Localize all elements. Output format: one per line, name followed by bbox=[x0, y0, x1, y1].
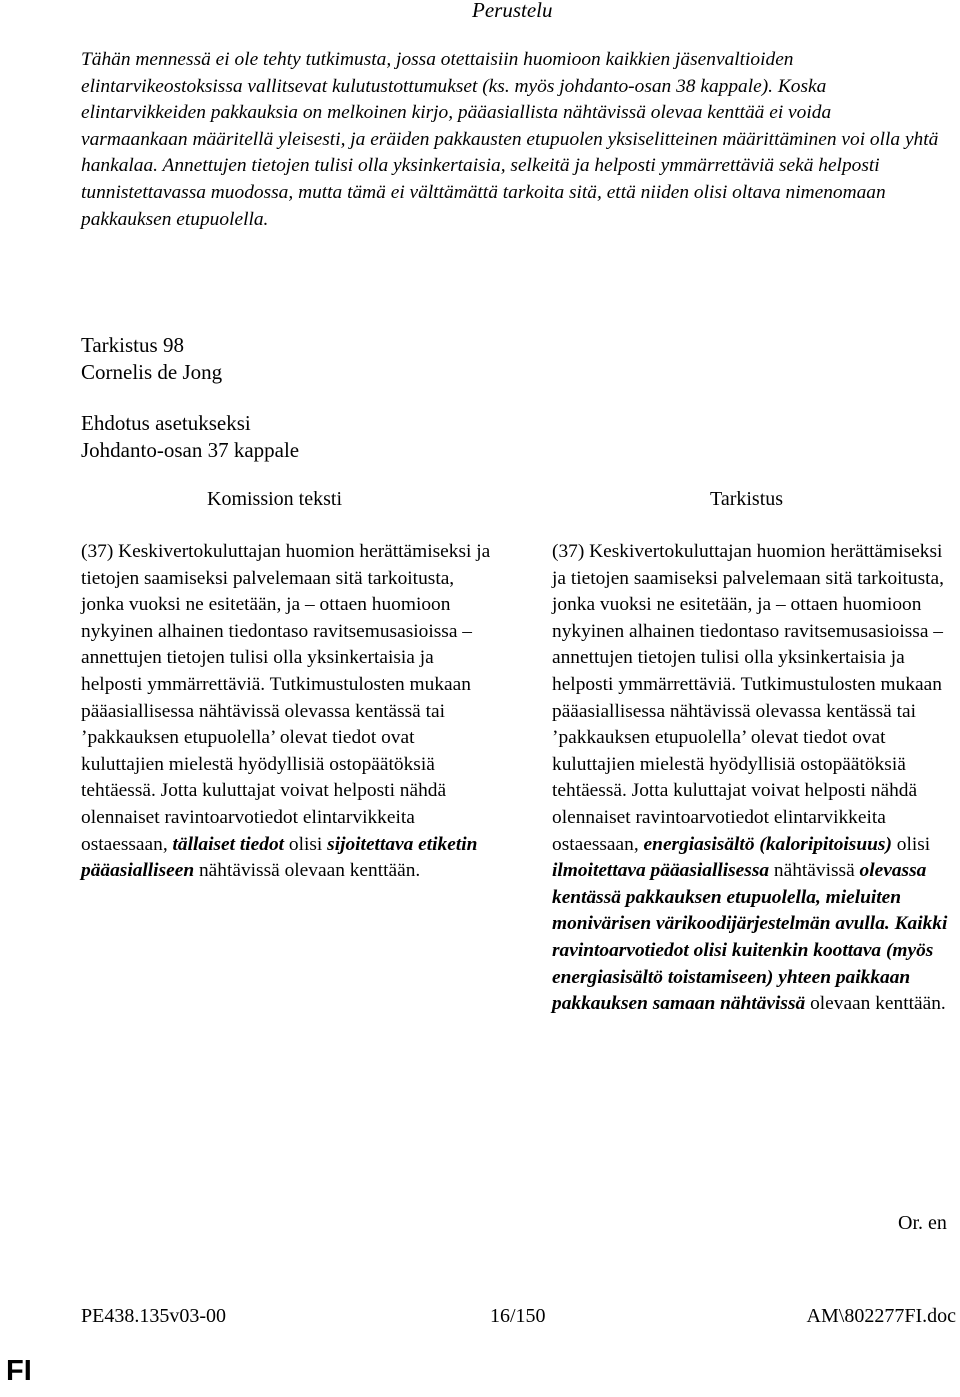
amendment-header bbox=[81, 332, 222, 386]
footer-page-number: 16/150 bbox=[490, 1305, 546, 1327]
text-segment: (37) Keskivertokuluttajan huomion herättämiseksi ja tietojen saamiseksi palvelemaan sitä tarkoitusta, jonka vuoksi ne esitetään, ja – ottaen huomioon nykyinen alhainen tiedontaso ravitsemusasioissa – annettujen tietojen tulisi olla yksinkertaisia ja helposti ymmärrettäviä. Tutkimustulosten mukaan pääasiallisessa nähtävissä olevassa kentässä tai ’pakkauksen etupuolella’ olevat tiedot ovat kuluttajien mielestä hyödyllisiä ostopäätöksiä tehtäessä. Jotta kuluttajat voivat helposti nähdä olennaiset ravintoarvotiedot elintarvikkeita ostaessaan, bbox=[552, 541, 944, 855]
text-segment-changed: ilmoitettava pääasiallisessa bbox=[552, 860, 770, 882]
amendment-author: Cornelis de Jong bbox=[81, 360, 223, 384]
amendment-text bbox=[552, 539, 957, 1018]
footer-file-name: AM\802277FI.doc bbox=[806, 1305, 956, 1327]
text-segment-changed: energiasisältö (kaloripitoisuus) bbox=[643, 833, 892, 855]
amendment-number: Tarkistus 98 bbox=[81, 333, 184, 357]
text-segment: nähtävissä bbox=[769, 860, 860, 882]
proposal-header bbox=[81, 410, 299, 464]
text-segment: olisi bbox=[284, 833, 328, 855]
amendment-column-title: Tarkistus bbox=[710, 488, 784, 510]
commission-text bbox=[81, 539, 491, 885]
footer-language-code: FI bbox=[6, 1355, 32, 1387]
commission-column-title: Komission teksti bbox=[207, 488, 343, 510]
text-segment: olisi bbox=[891, 833, 931, 855]
original-language: Or. en bbox=[898, 1212, 947, 1234]
justification-text: Tähän mennessä ei ole tehty tutkimusta, jossa otettaisiin huomioon kaikkien jäsenvaltioiden elintarvikeostoksissa vallitsevat kulutustottumukset (ks. myös johdanto-osan 38 kappale). Koska elintarvikkeiden pakkauksia on melkoinen kirjo, pääasiallista nähtävissä olevaa kenttää ei voida varmaankaan määritellä yleisesti, ja eräiden pakkausten etupuolen yksiselitteinen määrittäminen voi olla yhtä hankalaa. Annettujen tietojen tulisi olla yksinkertaisia, selkeitä ja helposti ymmärrettäviä sekä helposti tunnistettavassa muodossa, mutta tämä ei välttämättä tarkoita sitä, että niiden olisi oltava nimenomaan pakkauksen etupuolella. bbox=[81, 49, 939, 230]
text-segment-changed: olevassa kentässä pakkauksen etupuolella, mieluiten monivärisen värikoodijärjestelmän avulla. Kaikki ravintoarvotiedot olisi kuitenkin koottava (myös energiasisältö toistamiseen) yhteen paikkaan pakkauksen samaan nähtävissä bbox=[552, 860, 948, 1015]
text-segment: olevaan kenttään. bbox=[805, 993, 946, 1015]
footer-doc-ref: PE438.135v03-00 bbox=[81, 1305, 226, 1327]
text-segment: nähtävissä olevaan kenttään. bbox=[194, 860, 421, 882]
text-segment-changed: tällaiset tiedot bbox=[172, 833, 285, 855]
text-segment: (37) Keskivertokuluttajan huomion herättämiseksi ja tietojen saamiseksi palvelemaan sitä tarkoitusta, jonka vuoksi ne esitetään, ja – ottaen huomioon nykyinen alhainen tiedontaso ravitsemusasioissa – annettujen tietojen tulisi olla yksinkertaisia ja helposti ymmärrettäviä. Tutkimustulosten mukaan pääasiallisessa nähtävissä olevassa kentässä tai ’pakkauksen etupuolella’ olevat tiedot ovat kuluttajien mielestä hyödyllisiä ostopäätöksiä tehtäessä. Jotta kuluttajat voivat helposti nähdä olennaiset ravintoarvotiedot elintarvikkeita ostaessaan, bbox=[81, 541, 491, 855]
justification-heading: Perustelu bbox=[472, 0, 553, 22]
proposal-title: Ehdotus asetukseksi bbox=[81, 411, 251, 435]
text-segment-changed: sijoitettava etiketin pääasialliseen bbox=[81, 833, 478, 882]
proposal-reference: Johdanto-osan 37 kappale bbox=[81, 438, 300, 462]
